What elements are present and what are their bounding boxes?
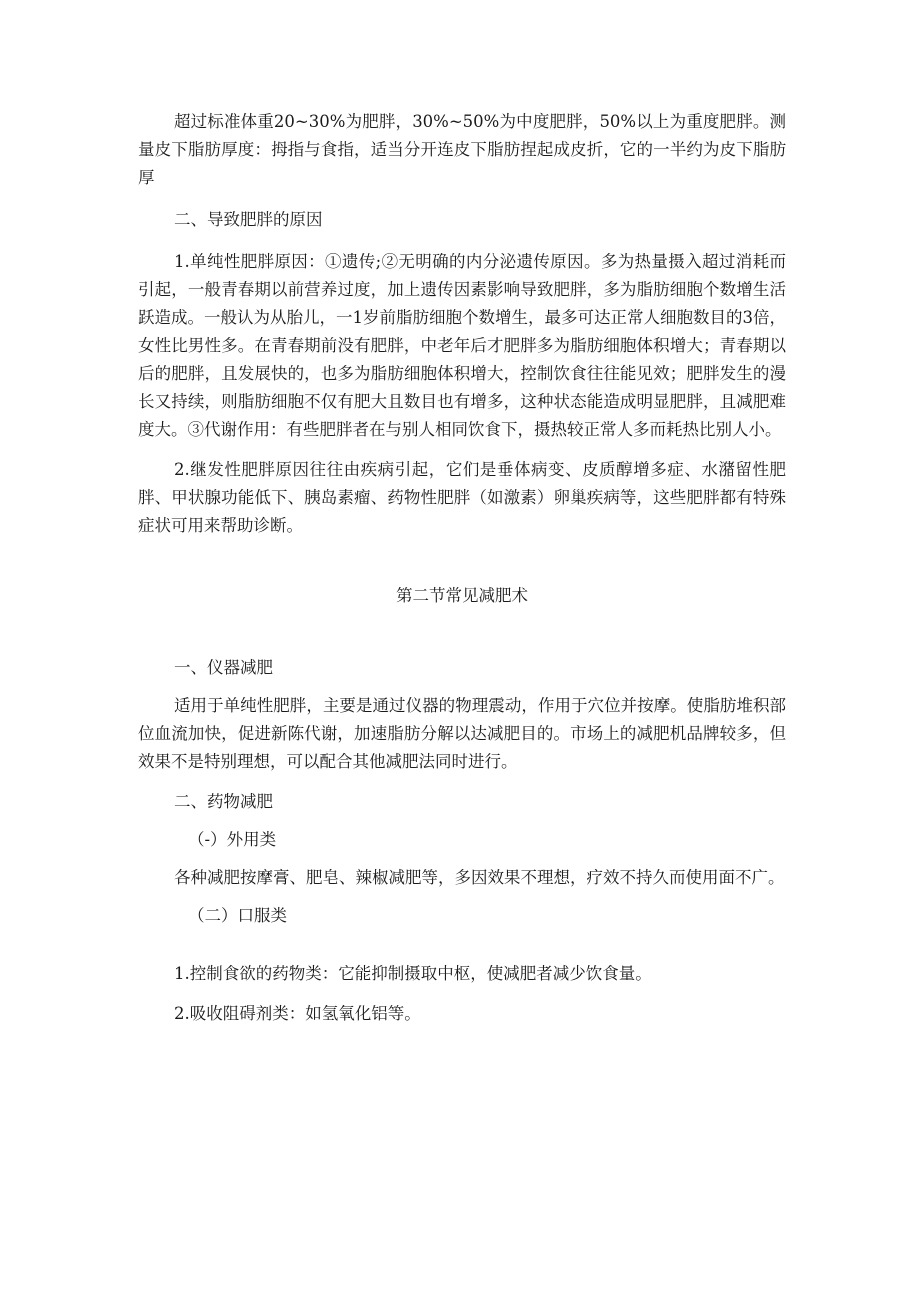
paragraph-device-weight-loss: 适用于单纯性肥胖，主要是通过仪器的物理震动，作用于穴位并按摩。使脂肪堆积部位血流加快，促进新陈代谢，加速脂肪分解以达减肥目的。市场上的减肥机品牌较多，但效果不是特别理想，可以配合其他减肥法同时进行。	[138, 696, 786, 771]
heading-device-weight-loss: 一、仪器减肥	[174, 658, 273, 677]
section-title: 第二节常见减肥术	[396, 586, 528, 605]
paragraph-obesity-criteria: 超过标准体重20~30%为肥胖，30%~50%为中度肥胖，50%以上为重度肥胖。测量皮下脂肪厚度：拇指与食指，适当分开连皮下脂肪捏起成皮折，它的一半约为皮下脂肪厚	[138, 112, 786, 187]
heading-drug-weight-loss: 二、药物减肥	[174, 792, 273, 811]
paragraph-simple-obesity: 1.单纯性肥胖原因：①遗传;②无明确的内分泌遗传原因。多为热量摄入超过消耗而引起，一般青春期以前营养过度，加上遗传因素影响导致肥胖，多为脂肪细胞个数增生活跃造成。一般认为从胎儿，一1岁前脂肪细胞个数增生，最多可达正常人细胞数目的3倍，女性比男性多。在青春期前没有肥胖，中老年后才肥胖多为脂肪细胞体积增大；青春期以后的肥胖，且发展快的，也多为脂肪细胞体积增大，控制饮食往往能见效；肥胖发生的漫长又持续，则脂肪细胞不仅有肥大且数目也有增多，这种状态能造成明显肥胖，且减肥难度大。③代谢作用：有些肥胖者在与别人相同饮食下，摄热较正常人多而耗热比别人小。	[138, 252, 786, 439]
subheading-oral: （二）口服类	[188, 906, 287, 925]
paragraph-oral-item-2: 2.吸收阻碍剂类：如氢氧化铝等。	[174, 1004, 421, 1023]
paragraph-secondary-obesity: 2.继发性肥胖原因往往由疾病引起，它们是垂体病变、皮质醇增多症、水潴留性肥胖、甲状腺功能低下、胰岛素瘤、药物性肥胖（如激素）卵巢疾病等，这些肥胖都有特殊症状可用来帮助诊断。	[138, 460, 786, 535]
paragraph-oral-item-1: 1.控制食欲的药物类：它能抑制摄取中枢，使减肥者减少饮食量。	[174, 964, 652, 983]
subheading-external: （-）外用类	[188, 830, 277, 849]
document-page	[138, 108, 786, 1028]
heading-causes: 二、导致肥胖的原因	[174, 210, 323, 229]
paragraph-external: 各种减肥按摩膏、肥皂、辣椒减肥等，多因效果不理想，疗效不持久而使用面不广。	[174, 868, 785, 887]
